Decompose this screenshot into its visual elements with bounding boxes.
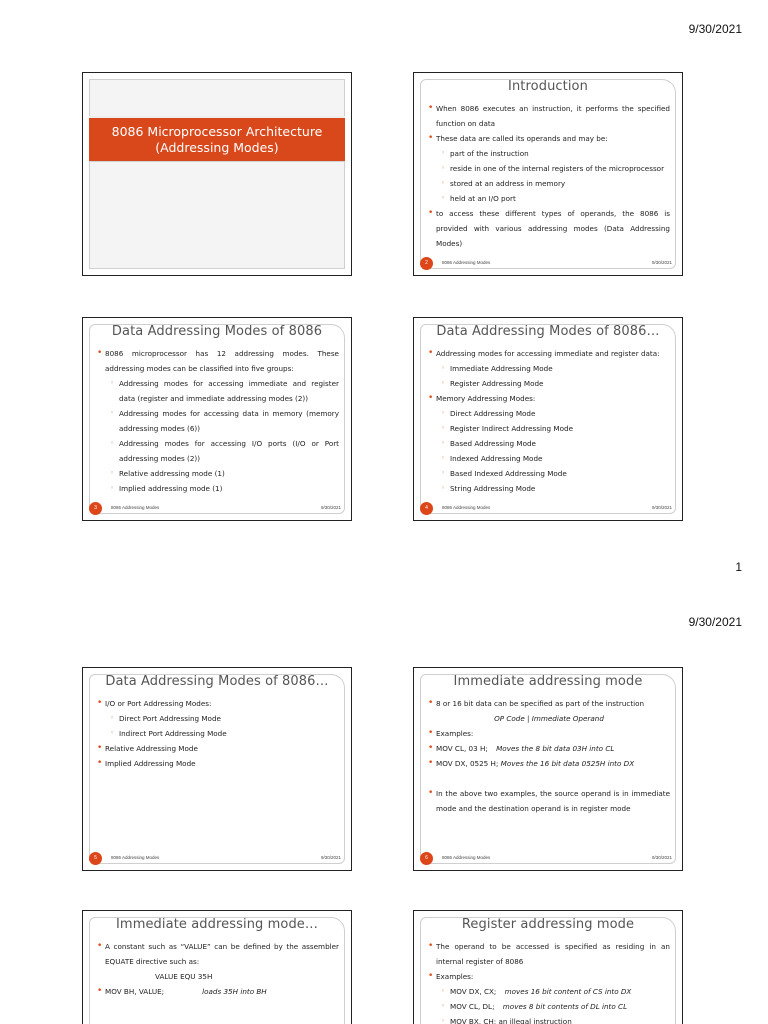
sub-bullet-item [428,451,670,466]
slide-footer [89,852,341,866]
bullet-item [428,101,670,131]
bullet-item [428,391,670,406]
sub-bullet-item [97,376,339,406]
item-text: Examples: [436,972,474,981]
bullet-item [428,939,670,969]
sub-bullet-icon: ◦ [441,424,446,432]
footer-label: 8086 Addressing Modes [111,505,160,510]
example-item [428,741,670,756]
sub-bullet-item [428,406,670,421]
page-date: 9/30/2021 [688,615,742,629]
sub-bullet-item [428,421,670,436]
item-text: Indexed Addressing Mode [450,454,543,463]
example-comment: an illegal instruction [498,1017,572,1024]
example-item [428,984,670,999]
slide-number-badge: 3 [89,502,102,515]
example-code: MOV BH, VALUE; [105,987,165,996]
item-text: These data are called its operands and may be: [436,134,608,143]
item-text: stored at an address in memory [450,179,566,188]
bullet-icon: • [428,208,434,218]
sub-bullet-icon: ◦ [110,409,115,417]
slide-introduction [413,72,683,276]
slide-number-badge: 2 [420,257,433,270]
item-text: Relative addressing mode (1) [119,469,225,478]
item-text: part of the instruction [450,149,529,158]
bullet-item [428,786,670,816]
bullet-item [97,346,339,376]
title-band-bottom [89,161,345,269]
sub-bullet-icon: ◦ [441,987,446,995]
bullet-item [428,696,670,711]
slide-number-badge: 5 [89,852,102,865]
sub-bullet-item [428,146,670,161]
sub-bullet-item [428,481,670,496]
item-text: Addressing modes for accessing immediate and register data (register and immediate addressing modes (2)) [119,379,339,403]
sub-bullet-item [428,176,670,191]
bullet-icon: • [97,758,103,768]
sub-bullet-item [428,376,670,391]
sub-bullet-icon: ◦ [110,469,115,477]
bullet-icon: • [428,133,434,143]
footer-label: 8086 Addressing Modes [442,260,491,265]
page-number: 1 [735,560,742,574]
slide-body [97,696,339,771]
footer-date: 9/30/2021 [651,260,672,265]
item-text: Addressing modes for accessing data in memory (memory addressing modes (6)) [119,409,339,433]
sub-bullet-icon: ◦ [441,1017,446,1024]
example-code: MOV DX, CX; [450,987,497,996]
sub-bullet-item [97,726,339,741]
sub-bullet-icon: ◦ [441,409,446,417]
example-code: MOV CL, DL; [450,1002,495,1011]
item-text: Direct Addressing Mode [450,409,536,418]
sub-bullet-icon: ◦ [441,179,446,187]
footer-date: 9/30/2021 [320,855,341,860]
spacer [428,771,670,786]
item-text: reside in one of the internal registers of the microprocessor [450,164,665,173]
bullet-icon: • [97,348,103,358]
footer-label: 8086 Addressing Modes [442,855,491,860]
item-text: Register Indirect Addressing Mode [450,424,573,433]
bullet-item [428,726,670,741]
sub-bullet-icon: ◦ [441,439,446,447]
bullet-icon: • [428,393,434,403]
example-code: MOV CL, 03 H; [436,744,488,753]
slide-heading: Data Addressing Modes of 8086 [111,324,323,339]
slide-footer [420,502,672,516]
bullet-item [428,346,670,361]
slide-heading: Immediate addressing mode… [116,917,318,932]
sub-bullet-icon: ◦ [441,469,446,477]
example-comment: moves 16 bit content of CS into DX [504,987,632,996]
bullet-item [97,939,339,969]
bullet-icon: • [97,986,103,996]
sub-bullet-icon: ◦ [441,454,446,462]
footer-label: 8086 Addressing Modes [111,855,160,860]
item-text: Register Addressing Mode [450,379,544,388]
slide-register-addressing [413,910,683,1024]
item-text: Implied addressing mode (1) [119,484,223,493]
item-text: Direct Port Addressing Mode [119,714,221,723]
slide-number-badge: 6 [420,852,433,865]
title-line-1: 8086 Microprocessor Architecture [111,123,323,139]
item-text: A constant such as “VALUE” can be defined by the assembler EQUATE directive such as: [105,942,339,966]
slide-heading: Introduction [508,79,588,94]
bullet-icon: • [97,698,103,708]
slide-heading: Data Addressing Modes of 8086… [105,674,329,689]
slide-data-addressing-modes-cont [413,317,683,521]
sub-bullet-icon: ◦ [441,149,446,157]
item-text: I/O or Port Addressing Modes: [105,699,212,708]
slide-immediate-addressing-cont [82,910,352,1024]
bullet-item [428,131,670,146]
example-code: MOV DX, 0525 H; [436,759,499,768]
bullet-item [97,696,339,711]
sub-bullet-icon: ◦ [441,194,446,202]
title-line-2: (Addressing Modes) [155,139,279,155]
sub-bullet-item [97,481,339,496]
slide-heading: Immediate addressing mode [453,674,643,689]
bullet-icon: • [428,348,434,358]
sub-bullet-item [428,361,670,376]
sub-bullet-icon: ◦ [441,364,446,372]
example-comment: loads 35H into BH [202,987,267,996]
example-code: MOV BX, CH; [450,1017,497,1024]
item-text: Based Indexed Addressing Mode [450,469,567,478]
opcode-format: OP Code | Immediate Operand [494,714,604,723]
bullet-item [428,969,670,984]
slide-body [428,101,670,251]
item-text: Addressing modes for accessing immediate and register data: [436,349,660,358]
example-comment: moves 8 bit contents of DL into CL [502,1002,628,1011]
footer-label: 8086 Addressing Modes [442,505,491,510]
slide-immediate-addressing [413,667,683,871]
slide-footer [89,502,341,516]
page-date: 9/30/2021 [688,22,742,36]
sub-bullet-item [97,711,339,726]
item-text: String Addressing Mode [450,484,536,493]
sub-bullet-item [97,436,339,466]
item-text: Addressing modes for accessing I/O ports (I/O or Port addressing modes (2)) [119,439,339,463]
sub-bullet-icon: ◦ [110,714,115,722]
item-text: 8 or 16 bit data can be specified as part of the instruction [436,699,645,708]
example-item [428,756,670,771]
item-text: Relative Addressing Mode [105,744,198,753]
example-comment: Moves the 8 bit data 03H into CL [496,744,615,753]
bullet-icon: • [428,971,434,981]
item-text: Memory Addressing Modes: [436,394,536,403]
item-text: to access these different types of operands, the 8086 is provided with various addressing modes (Data Addressing Modes) [436,209,670,248]
bullet-icon: • [428,941,434,951]
item-text: Indirect Port Addressing Mode [119,729,227,738]
presentation-title [112,124,323,156]
sub-bullet-icon: ◦ [110,439,115,447]
slide-body [97,939,339,999]
item-text: held at an I/O port [450,194,516,203]
title-band-top [89,79,345,119]
bullet-item [97,741,339,756]
bullet-icon: • [428,728,434,738]
bullet-item [428,206,670,251]
example-item [428,1014,670,1024]
example-comment: Moves the 16 bit data 0525H into DX [500,759,635,768]
slide-data-addressing-modes [82,317,352,521]
example-item [97,984,339,999]
sub-bullet-icon: ◦ [441,164,446,172]
sub-bullet-item [97,406,339,436]
equate-line: VALUE EQU 35H [155,972,213,981]
slide-footer [420,852,672,866]
item-text: The operand to be accessed is specified as residing in an internal register of 8086 [436,942,670,966]
sub-bullet-item [428,191,670,206]
bullet-icon: • [428,698,434,708]
slide-body [428,696,670,816]
bullet-icon: • [428,788,434,798]
sub-bullet-icon: ◦ [110,729,115,737]
sub-bullet-icon: ◦ [110,484,115,492]
bullet-icon: • [428,743,434,753]
slide-body [428,346,670,496]
item-text: Based Addressing Mode [450,439,536,448]
footer-date: 9/30/2021 [320,505,341,510]
sub-bullet-item [428,161,670,176]
item-text: 8086 microprocessor has 12 addressing modes. These addressing modes can be classified into five groups: [105,349,339,373]
slide-footer [420,257,672,271]
bullet-icon: • [428,103,434,113]
slide-title [82,72,352,276]
item-text: Implied Addressing Mode [105,759,196,768]
footer-date: 9/30/2021 [651,505,672,510]
footer-date: 9/30/2021 [651,855,672,860]
slide-heading: Data Addressing Modes of 8086… [436,324,660,339]
sub-bullet-icon: ◦ [441,1002,446,1010]
item-text: Examples: [436,729,474,738]
sub-bullet-item [428,466,670,481]
item-text: When 8086 executes an instruction, it performs the specified function on data [436,104,670,128]
item-text: Immediate Addressing Mode [450,364,553,373]
sub-bullet-item [428,436,670,451]
bullet-item [97,756,339,771]
bullet-icon: • [97,743,103,753]
slide-body [97,346,339,496]
bullet-icon: • [97,941,103,951]
slide-number-badge: 4 [420,502,433,515]
bullet-icon: • [428,758,434,768]
sub-bullet-item [97,466,339,481]
slide-heading: Register addressing mode [461,917,635,932]
sub-bullet-icon: ◦ [441,379,446,387]
example-item [428,999,670,1014]
sub-bullet-icon: ◦ [110,379,115,387]
item-text: In the above two examples, the source operand is in immediate mode and the destination operand is in register mode [436,789,670,813]
title-bar [89,116,345,163]
slide-data-addressing-modes-cont-2 [82,667,352,871]
slide-body [428,939,670,1024]
sub-bullet-icon: ◦ [441,484,446,492]
